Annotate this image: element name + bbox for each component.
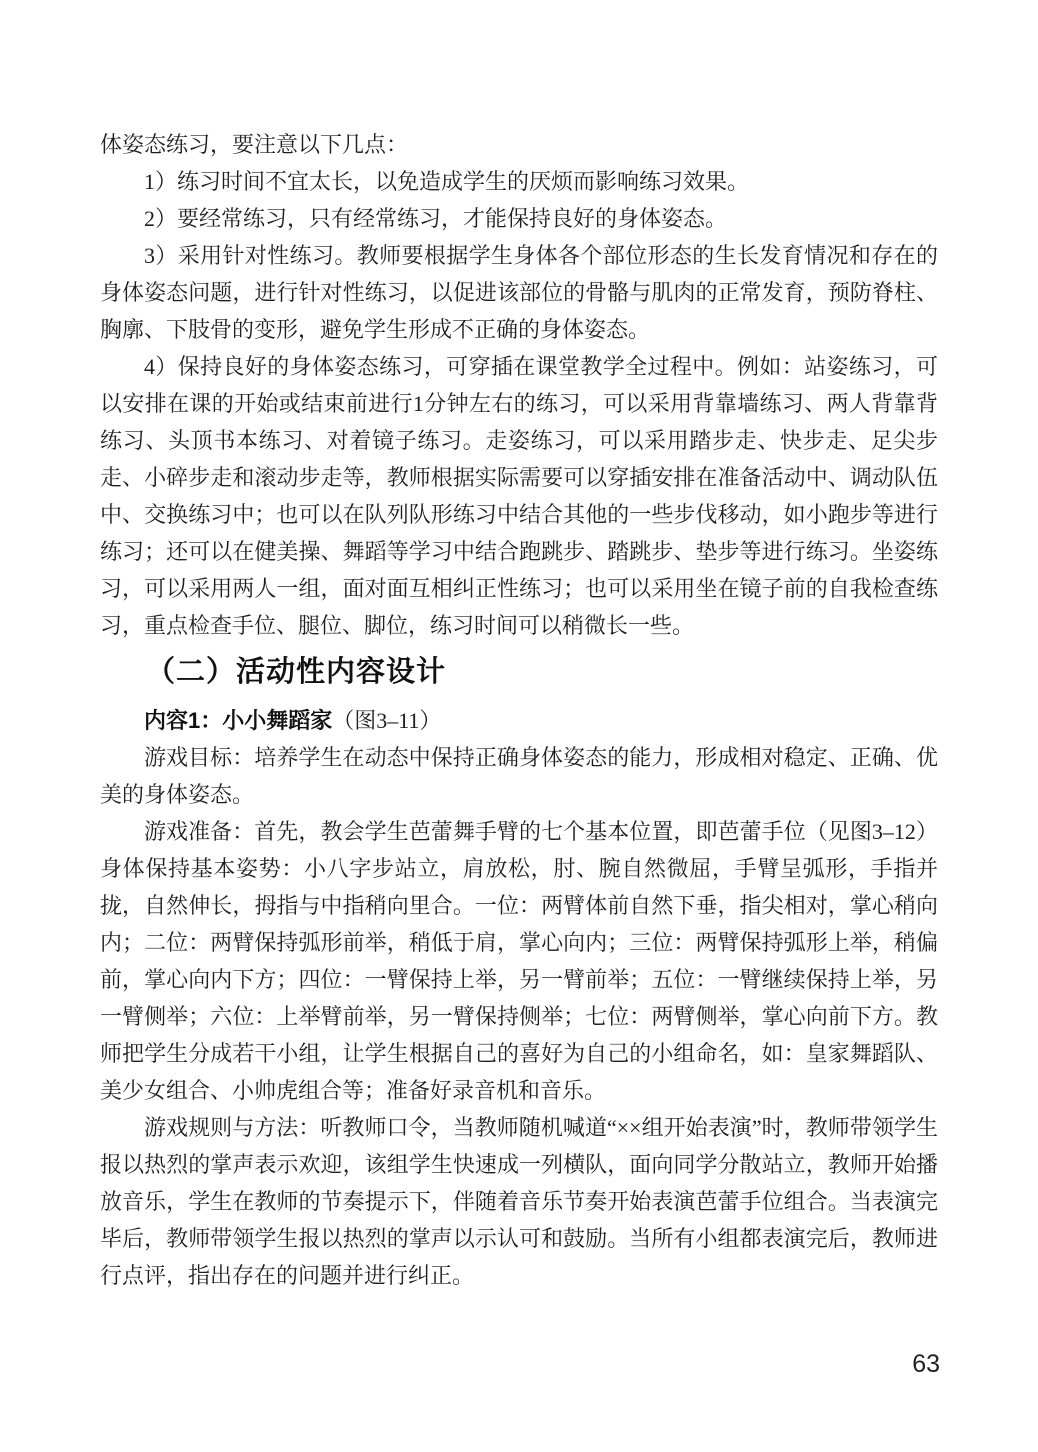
paragraph-game-prep: 游戏准备：首先，教会学生芭蕾舞手臂的七个基本位置，即芭蕾手位（见图3–12）身体保持基本姿势：小八字步站立，肩放松，肘、腕自然微屈，手臂呈弧形，手指并拢，自然伸长，拇指与中指稍向里合。一位：两臂体前自然下垂，指尖相对，掌心稍向内；二位：两臂保持弧形前举，稍低于肩，掌心向内；三位：两臂保持弧形上举，稍偏前，掌心向内下方；四位：一臂保持上举，另一臂前举；五位：一臂继续保持上举，另一臂侧举；六位：上举臂前举，另一臂保持侧举；七位：两臂侧举，掌心向前下方。教师把学生分成若干小组，让学生根据自己的喜好为自己的小组命名，如：皇家舞蹈队、美少女组合、小帅虎组合等；准备好录音机和音乐。 — [100, 819, 938, 1103]
section-heading: （二）活动性内容设计 — [146, 656, 447, 688]
list-item-3: 3）采用针对性练习。教师要根据学生身体各个部位形态的生长发育情况和存在的身体姿态问题，进行针对性练习，以促进该部位的骨骼与肌肉的正常发育，预防脊柱、胸廓、下肢骨的变形，避免学生形成不正确的身体姿态。 — [100, 243, 938, 342]
content1-figure-ref: （图3–11） — [332, 708, 442, 733]
list-item-4: 4）保持良好的身体姿态练习，可穿插在课堂教学全过程中。例如：站姿练习，可以安排在课的开始或结束前进行1分钟左右的练习，可以采用背靠墙练习、两人背靠背练习、头顶书本练习、对着镜子练习。走姿练习，可以采用踏步走、快步走、足尖步走、小碎步走和滚动步走等，教师根据实际需要可以穿插安排在准备活动中、调动队伍中、交换练习中；也可以在队列队形练习中结合其他的一些步伐移动，如小跑步等进行练习；还可以在健美操、舞蹈等学习中结合跑跳步、踏跳步、垫步等进行练习。坐姿练习，可以采用两人一组，面对面互相纠正性练习；也可以采用坐在镜子前的自我检查练习，重点检查手位、腿位、脚位，练习时间可以稍微长一些。 — [100, 354, 938, 638]
page-content — [100, 126, 938, 1294]
content1-label: 内容1：小小舞蹈家 — [144, 708, 333, 733]
content1-title-line — [100, 702, 938, 739]
page-number: 63 — [912, 1350, 940, 1378]
list-item-2: 2）要经常练习，只有经常练习，才能保持良好的身体姿态。 — [144, 206, 728, 231]
list-item-1: 1）练习时间不宜太长，以免造成学生的厌烦而影响练习效果。 — [144, 169, 750, 194]
paragraph-game-rules: 游戏规则与方法：听教师口令，当教师随机喊道“××组开始表演”时，教师带领学生报以热烈的掌声表示欢迎，该组学生快速成一列横队，面向同学分散站立，教师开始播放音乐，学生在教师的节奏提示下，伴随着音乐节奏开始表演芭蕾手位组合。当表演完毕后，教师带领学生报以热烈的掌声以示认可和鼓励。当所有小组都表演完后，教师进行点评，指出存在的问题并进行纠正。 — [100, 1115, 938, 1288]
paragraph-continuation: 体姿态练习，要注意以下几点： — [100, 132, 409, 157]
paragraph-game-goal: 游戏目标：培养学生在动态中保持正确身体姿态的能力，形成相对稳定、正确、优美的身体姿态。 — [100, 745, 938, 807]
